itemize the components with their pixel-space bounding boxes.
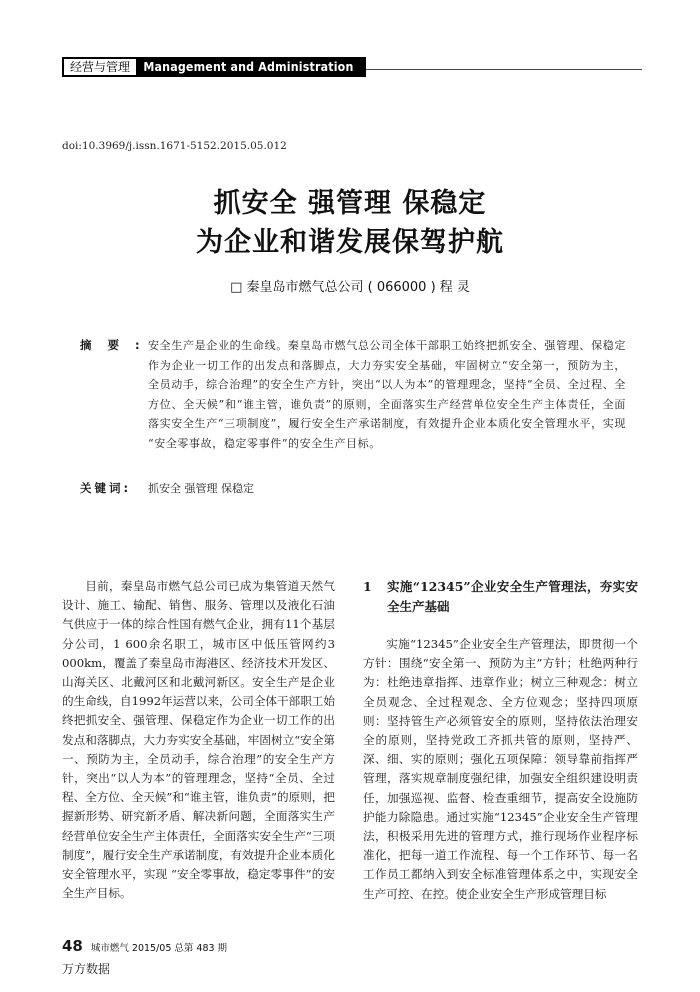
section-heading [363,577,638,617]
keywords-label: 关键词: [80,481,132,495]
section-title: 实施“12345”企业安全生产管理法，夯实安全生产基础 [387,579,638,614]
page-footer [62,937,227,955]
section-paragraph: 实施“12345”企业安全生产管理法，即贯彻一个方针：围绕“安全第一、预防为主”方针；杜绝两种行为：杜绝违章指挥、违章作业；树立三种观念：树立全员观念、全过程观念、全方位观念；坚持四项原则：坚持管生产必须管安全的原则，坚持依法治理安全的原则，坚持党政工齐抓共管的原则，坚持严、深、细、实的原则；强化五项保障：领导靠前指挥严管理，落实规章制度强纪律，加强安全组织建设明责任，加强巡视、监督、检查重细节，提高安全设施防护能力除隐患。通过实施“12345”企业安全生产管理法，积极采用先进的管理方式，推行现场作业程序标准化，把每一道工作流程、每一个工作环节、每一名工作员工都纳入到安全标准管理体系之中，实现安全生产可控、在控。使企业安全生产形成管理目标 [363,637,638,901]
author-affiliation: □ 秦皇岛市燃气总公司 ( 066000 ) 程 灵 [230,280,470,295]
database-watermark: 万方数据 [62,962,111,976]
keywords-text: 抓安全 强管理 保稳定 [148,482,254,495]
abstract-label: 摘要: [80,338,156,352]
section-header-banner [62,57,366,77]
section-number: 1 [363,579,372,594]
right-column [363,577,638,904]
page-number: 48 [62,937,83,955]
abstract-text: 安全生产是企业的生命线。秦皇岛市燃气总公司全体干部职工始终把抓安全、强管理、保稳定作为企业一切工作的出发点和落脚点，大力夯实安全基础，牢固树立“安全第一，预防为主，全员动手，综合治理”的安全生产方针，突出“以人为本”的管理理念，坚持“全员、全过程、全方位、全天候”和“谁主管，谁负责”的原则，全面落实生产经营单位安全生产主体责任，全面落实安全生产“三项制度”，履行安全生产承诺制度，有效提升企业本质化安全管理水平，实现 “安全零事故，稳定零事件”的安全生产目标。 [148,339,626,450]
header-rule [366,69,642,70]
section-name-en: Management and Administration [143,60,354,74]
section-name-cn: 经营与管理 [64,59,136,75]
doi: doi:10.3969/j.issn.1671-5152.2015.05.012 [62,140,287,152]
article-title-line-1: 抓安全 强管理 保稳定 [213,188,487,219]
article-title-line-2: 为企业和谐发展保驾护航 [196,227,504,258]
left-column [62,577,335,903]
intro-paragraph: 目前，秦皇岛市燃气总公司已成为集管道天然气设计、施工、输配、销售、服务、管理以及液化石油气供应于一体的综合性国有燃气企业，拥有11个基层分公司，1 600余名职工，城市区中低压管网约3 000km，覆盖了秦皇岛市海港区、经济技术开发区、山海关区、北戴河区和北戴河新区。安全生产是企业的生命线，自1992年运营以来，公司全体干部职工始终把抓安全、强管理、保稳定作为企业一切工作的出发点和落脚点，大力夯实安全基础，牢固树立“安全第一、预防为主，全员动手，综合治理”的安全生产方针，突出“以人为本”的管理理念，坚持“全员、全过程、全方位、全天候”和“谁主管，谁负责”的原则，把握新形势、研究新矛盾、解决新问题，全面落实生产经营单位安全生产主体责任，全面落实安全生产“三项制度”，履行安全生产承诺制度，有效提升企业本质化安全管理水平，实现 “安全零事故，稳定零事件”的安全生产目标。 [62,579,335,901]
journal-info: 城市燃气 2015/05 总第 483 期 [90,943,228,954]
